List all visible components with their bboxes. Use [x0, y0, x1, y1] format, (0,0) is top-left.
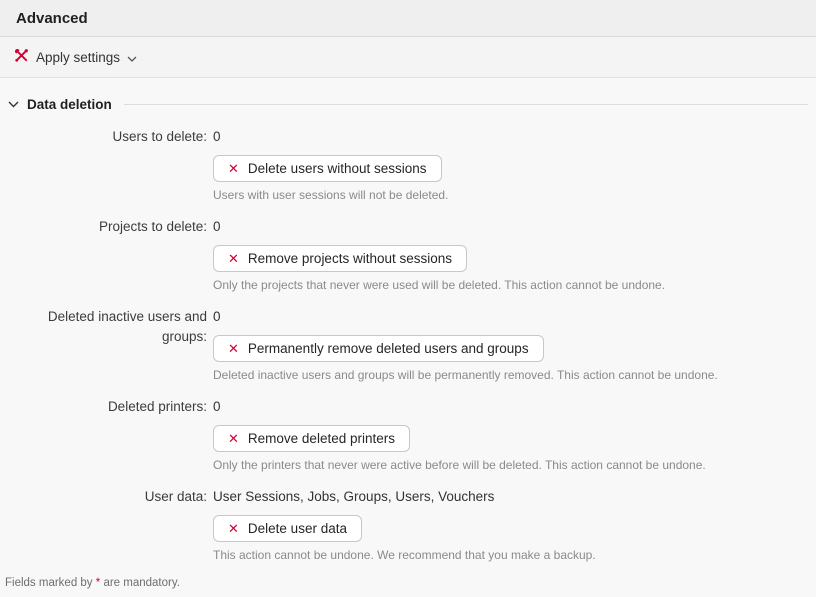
field-help: Users with user sessions will not be deleted.: [213, 188, 449, 202]
delete-user-data-button[interactable]: [213, 515, 362, 542]
toolbar: [0, 37, 816, 78]
delete-x-icon: ✕: [228, 431, 239, 446]
chevron-down-icon: [8, 95, 19, 113]
field-value: 0: [213, 129, 221, 144]
field-value: 0: [213, 309, 221, 324]
field-help: Deleted inactive users and groups will be permanently removed. This action cannot be undone.: [213, 368, 718, 382]
delete-x-icon: ✕: [228, 251, 239, 266]
apply-settings-button[interactable]: [9, 44, 142, 70]
footer-text-suffix: are mandatory.: [100, 577, 180, 589]
delete-x-icon: ✕: [228, 341, 239, 356]
field-user-data: [0, 487, 816, 562]
mandatory-asterisk: *: [95, 577, 101, 589]
footer-text-prefix: Fields marked by: [5, 577, 96, 589]
permanently-remove-deleted-users-groups-button[interactable]: [213, 335, 544, 362]
button-label: Permanently remove deleted users and groups: [247, 341, 529, 356]
section-header-data-deletion[interactable]: [8, 94, 808, 114]
field-label: Deleted inactive users and groups:: [47, 309, 207, 344]
chevron-down-icon: [127, 50, 137, 65]
button-label: Delete user data: [247, 521, 347, 536]
field-users-to-delete: [0, 127, 816, 202]
field-value: 0: [213, 399, 221, 414]
page-title: Advanced: [16, 9, 88, 27]
field-value: 0: [213, 219, 221, 234]
field-label: Users to delete:: [112, 129, 207, 144]
section-divider: [124, 104, 808, 105]
field-help: Only the printers that never were active before will be deleted. This action cannot be undone.: [213, 458, 706, 472]
field-deleted-printers: [0, 397, 816, 472]
button-label: Delete users without sessions: [247, 161, 427, 176]
button-label: Remove projects without sessions: [247, 251, 452, 266]
delete-users-without-sessions-button[interactable]: [213, 155, 442, 182]
field-deleted-inactive-users-groups: [0, 307, 816, 382]
page-header: [0, 0, 816, 37]
apply-settings-label: Apply settings: [36, 49, 121, 65]
delete-x-icon: ✕: [228, 161, 239, 176]
delete-x-icon: ✕: [228, 521, 239, 536]
field-label: Deleted printers:: [107, 399, 207, 414]
remove-projects-without-sessions-button[interactable]: [213, 245, 467, 272]
remove-deleted-printers-button[interactable]: [213, 425, 410, 452]
field-projects-to-delete: [0, 217, 816, 292]
data-deletion-fields: [0, 127, 816, 577]
mandatory-fields-note: [0, 577, 816, 597]
field-help: Only the projects that never were used will be deleted. This action cannot be undone.: [213, 278, 666, 292]
field-label: User data:: [144, 489, 207, 504]
field-label: Projects to delete:: [98, 219, 207, 234]
crossed-tools-icon: [14, 48, 29, 66]
field-help: This action cannot be undone. We recommend that you make a backup.: [213, 548, 596, 562]
button-label: Remove deleted printers: [247, 431, 395, 446]
field-value: User Sessions, Jobs, Groups, Users, Vouchers: [213, 489, 495, 504]
section-title: Data deletion: [27, 96, 112, 112]
